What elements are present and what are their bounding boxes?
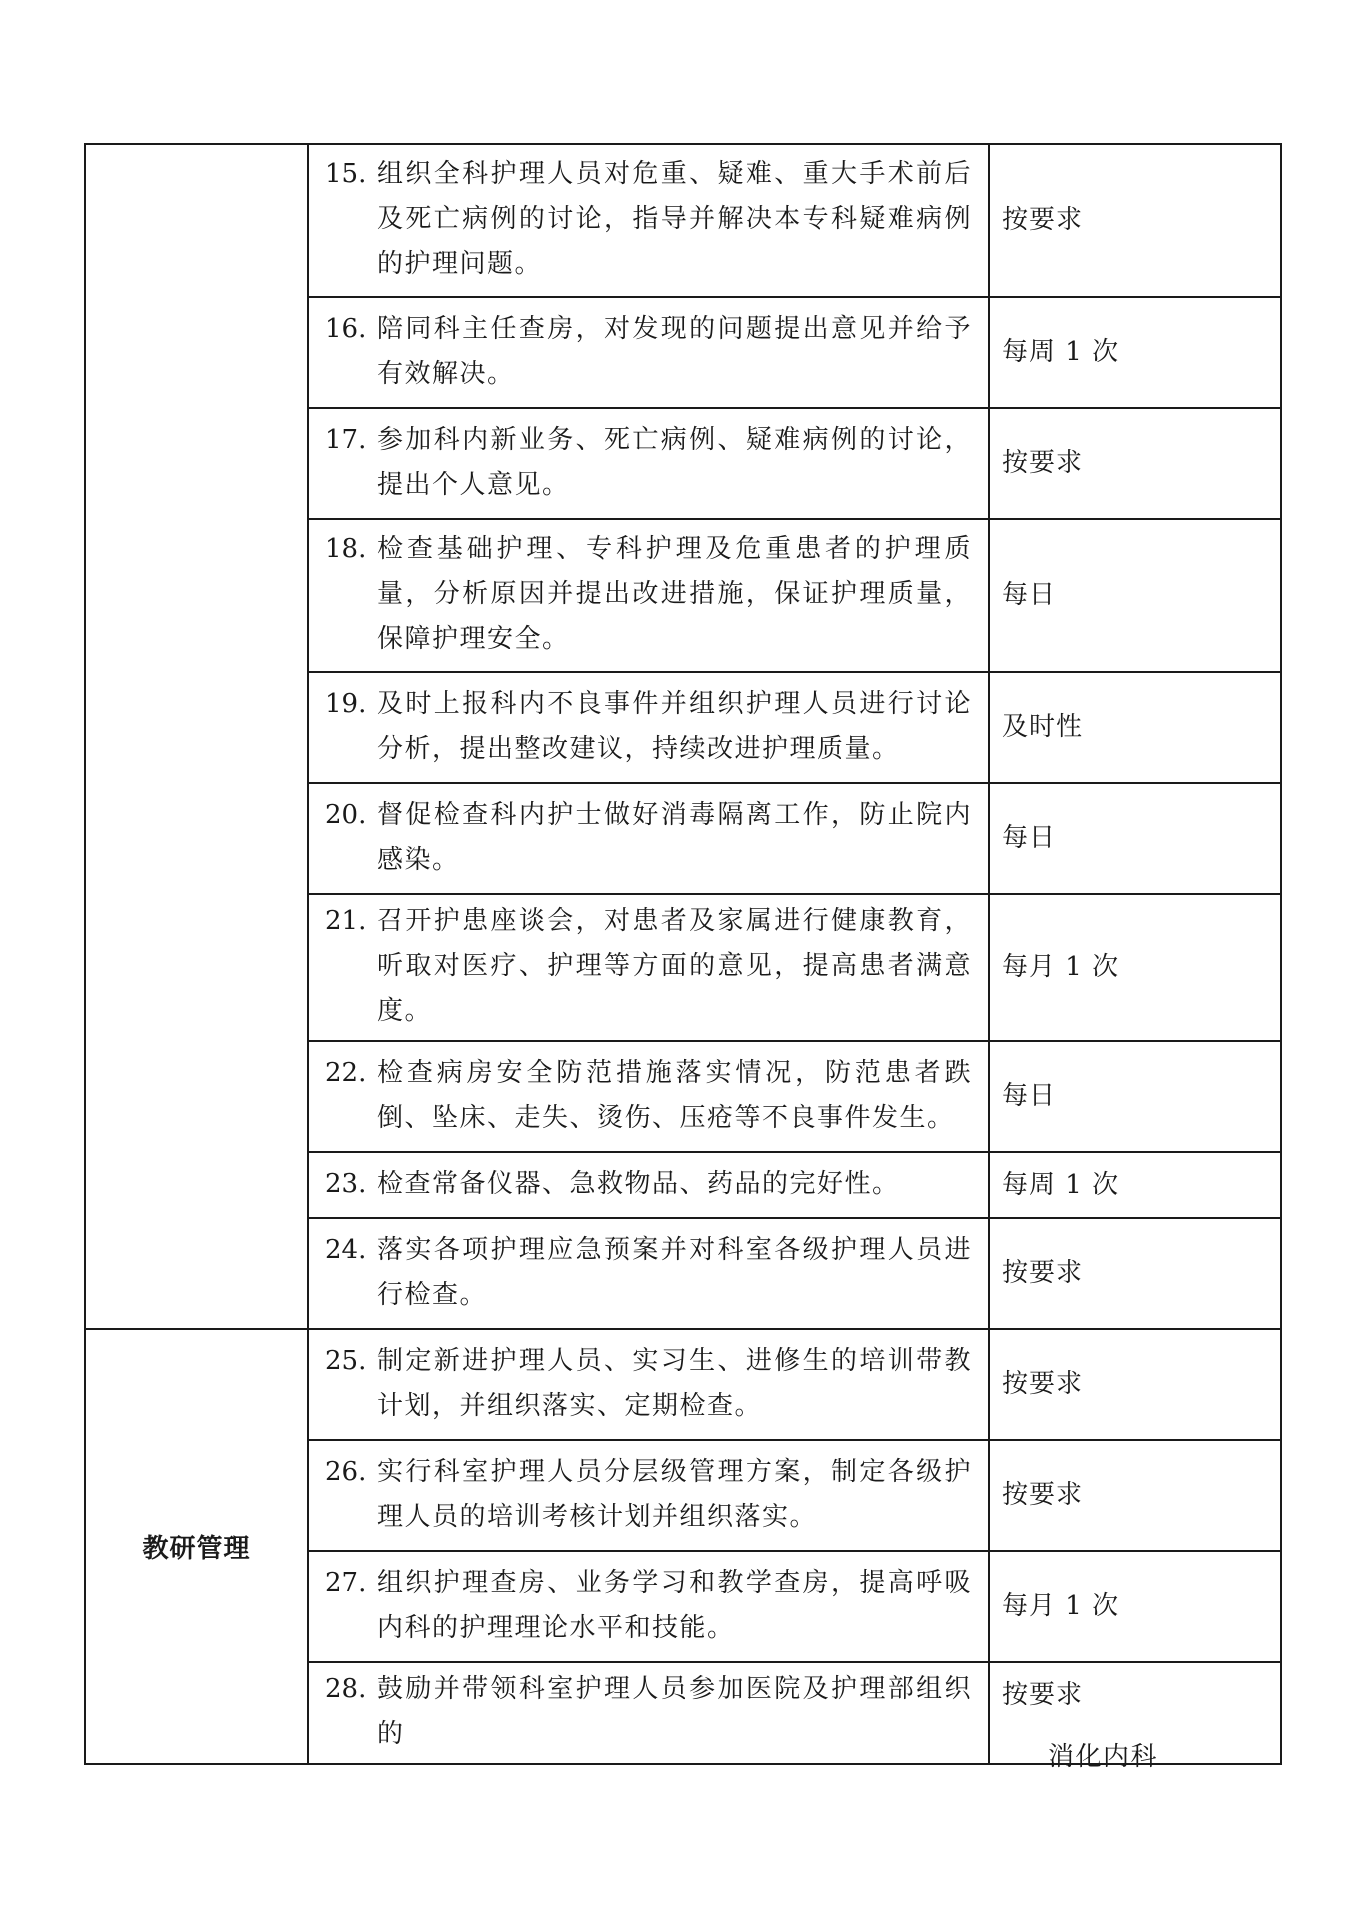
frequency-cell: 按要求 bbox=[989, 1218, 1281, 1329]
frequency-cell: 按要求 bbox=[989, 408, 1281, 519]
duty-table-body bbox=[85, 144, 1281, 1764]
item-text: 参加科内新业务、死亡病例、疑难病例的讨论，提出个人意见。 bbox=[377, 424, 972, 500]
item-text: 制定新进护理人员、实习生、进修生的培训带教计划，并组织落实、定期检查。 bbox=[377, 1345, 972, 1421]
item-number: 27. bbox=[325, 1567, 367, 1598]
footer-department: 消化内科 bbox=[1048, 1742, 1159, 1772]
item-number: 24. bbox=[325, 1234, 367, 1265]
duty-content-cell bbox=[308, 1152, 989, 1218]
item-text: 实行科室护理人员分层级管理方案，制定各级护理人员的培训考核计划并组织落实。 bbox=[377, 1456, 972, 1532]
item-text: 落实各项护理应急预案并对科室各级护理人员进行检查。 bbox=[377, 1234, 972, 1310]
duty-content-cell bbox=[308, 783, 989, 894]
item-number: 23. bbox=[325, 1168, 367, 1199]
item-text: 陪同科主任查房，对发现的问题提出意见并给予有效解决。 bbox=[377, 313, 972, 389]
item-text: 检查常备仪器、急救物品、药品的完好性。 bbox=[377, 1168, 900, 1199]
frequency-cell: 按要求 bbox=[989, 1329, 1281, 1440]
item-number: 17. bbox=[325, 424, 367, 455]
category-cell: 教研管理 bbox=[85, 1329, 308, 1764]
duty-item bbox=[325, 1228, 972, 1318]
duty-content-cell bbox=[308, 1440, 989, 1551]
table-row bbox=[85, 1329, 1281, 1440]
item-number: 20. bbox=[325, 799, 367, 830]
frequency-cell: 每周 1 次 bbox=[989, 1152, 1281, 1218]
duty-content-cell bbox=[308, 519, 989, 672]
duty-content-cell bbox=[308, 144, 989, 297]
frequency-cell: 每月 1 次 bbox=[989, 1551, 1281, 1662]
item-text: 检查基础护理、专科护理及危重患者的护理质量，分析原因并提出改进措施，保证护理质量，保障护理安全。 bbox=[377, 534, 972, 654]
item-number: 16. bbox=[325, 313, 367, 344]
duty-table bbox=[84, 143, 1282, 1765]
frequency-cell: 按要求 bbox=[989, 144, 1281, 297]
item-number: 26. bbox=[325, 1456, 367, 1487]
item-text: 鼓励并带领科室护理人员参加医院及护理部组织的 bbox=[377, 1674, 972, 1749]
item-text: 及时上报科内不良事件并组织护理人员进行讨论分析，提出整改建议，持续改进护理质量。 bbox=[377, 688, 972, 764]
duty-content-cell bbox=[308, 1041, 989, 1152]
item-number: 18. bbox=[325, 534, 367, 564]
duty-item bbox=[325, 1450, 972, 1540]
duty-item bbox=[325, 1561, 972, 1651]
duty-item bbox=[325, 307, 972, 397]
duty-item bbox=[325, 152, 972, 287]
duty-item bbox=[325, 793, 972, 883]
item-text: 召开护患座谈会，对患者及家属进行健康教育，听取对医疗、护理等方面的意见，提高患者满意度。 bbox=[377, 906, 972, 1026]
duty-item bbox=[325, 1051, 972, 1141]
duty-item bbox=[325, 527, 972, 662]
frequency-cell: 每日 bbox=[989, 1041, 1281, 1152]
frequency-cell: 每月 1 次 bbox=[989, 894, 1281, 1041]
table-row bbox=[85, 144, 1281, 297]
item-number: 19. bbox=[325, 688, 367, 719]
item-number: 25. bbox=[325, 1345, 367, 1376]
item-text: 督促检查科内护士做好消毒隔离工作，防止院内感染。 bbox=[377, 799, 972, 875]
frequency-cell: 每日 bbox=[989, 783, 1281, 894]
frequency-cell: 及时性 bbox=[989, 672, 1281, 783]
item-text: 检查病房安全防范措施落实情况，防范患者跌倒、坠床、走失、烫伤、压疮等不良事件发生。 bbox=[377, 1057, 972, 1133]
duty-item bbox=[325, 682, 972, 772]
duty-content-cell bbox=[308, 297, 989, 408]
item-number: 22. bbox=[325, 1057, 367, 1088]
duty-content-cell bbox=[308, 408, 989, 519]
item-number: 21. bbox=[325, 906, 367, 936]
frequency-cell: 每周 1 次 bbox=[989, 297, 1281, 408]
duty-item bbox=[325, 1339, 972, 1429]
duty-item bbox=[325, 1162, 972, 1207]
frequency-cell: 按要求 bbox=[989, 1662, 1281, 1764]
frequency-cell: 每日 bbox=[989, 519, 1281, 672]
item-number: 28. bbox=[325, 1674, 367, 1704]
item-number: 15. bbox=[325, 159, 367, 189]
duty-item bbox=[325, 899, 972, 1034]
duty-content-cell bbox=[308, 1218, 989, 1329]
category-cell bbox=[85, 144, 308, 1329]
item-text: 组织护理查房、业务学习和教学查房，提高呼吸内科的护理理论水平和技能。 bbox=[377, 1567, 972, 1643]
duty-content-cell bbox=[308, 1662, 989, 1764]
duty-content-cell bbox=[308, 1329, 989, 1440]
item-text: 组织全科护理人员对危重、疑难、重大手术前后及死亡病例的讨论，指导并解决本专科疑难病例的护理问题。 bbox=[377, 159, 972, 279]
duty-item bbox=[325, 418, 972, 508]
duty-content-cell bbox=[308, 672, 989, 783]
frequency-cell: 按要求 bbox=[989, 1440, 1281, 1551]
duty-content-cell bbox=[308, 1551, 989, 1662]
duty-item bbox=[325, 1667, 972, 1757]
duty-content-cell bbox=[308, 894, 989, 1041]
